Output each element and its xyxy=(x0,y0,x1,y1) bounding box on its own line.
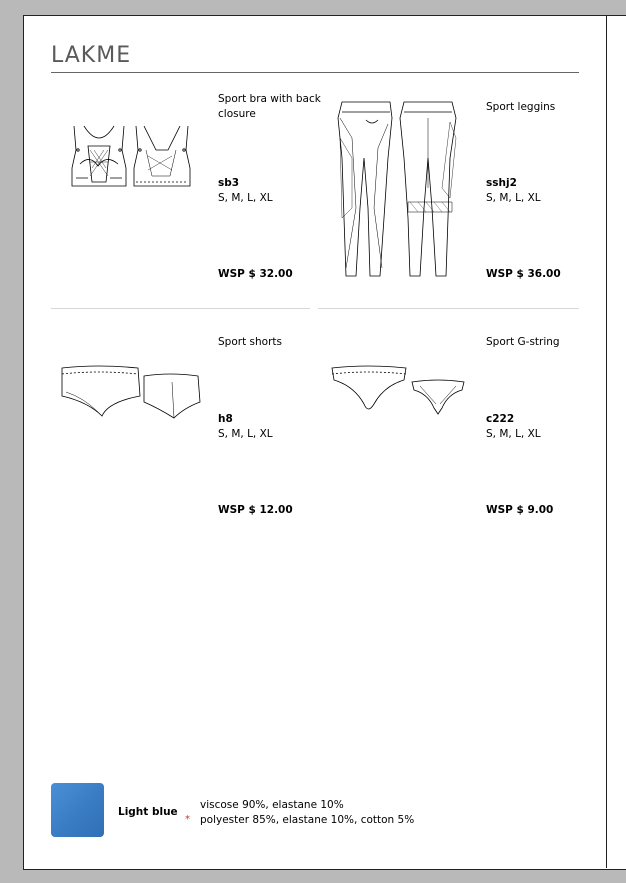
header-rule xyxy=(51,72,579,73)
row-divider xyxy=(318,308,579,309)
row-divider xyxy=(51,308,310,309)
product-code: sshj2 xyxy=(486,177,517,189)
product-name: Sport G-string xyxy=(486,336,560,348)
page-edge xyxy=(606,15,607,868)
product-sizes: S, M, L, XL xyxy=(218,428,273,440)
product-sizes: S, M, L, XL xyxy=(486,192,541,204)
sport-bra-sketch xyxy=(66,120,196,192)
product-sizes: S, M, L, XL xyxy=(486,428,541,440)
composition-marker: * xyxy=(185,814,190,825)
product-name: Sport bra with back closure xyxy=(218,93,321,120)
product-name: Sport shorts xyxy=(218,336,282,348)
composition-line: polyester 85%, elastane 10%, cotton 5% xyxy=(200,814,415,826)
product-price: WSP $ 12.00 xyxy=(218,504,293,516)
sport-leggins-sketch xyxy=(332,98,462,282)
sport-shorts-sketch xyxy=(58,362,204,422)
sport-g-string-sketch xyxy=(328,364,470,420)
product-price: WSP $ 36.00 xyxy=(486,268,561,280)
brand-title: LAKME xyxy=(51,43,132,68)
color-name: Light blue xyxy=(118,806,178,818)
product-price: WSP $ 9.00 xyxy=(486,504,554,516)
composition-line: viscose 90%, elastane 10% xyxy=(200,799,344,811)
product-code: sb3 xyxy=(218,177,240,189)
product-code: h8 xyxy=(218,413,233,425)
color-swatch xyxy=(51,783,104,837)
product-price: WSP $ 32.00 xyxy=(218,268,293,280)
product-name: Sport leggins xyxy=(486,101,556,113)
product-sizes: S, M, L, XL xyxy=(218,192,273,204)
product-code: c222 xyxy=(486,413,515,425)
